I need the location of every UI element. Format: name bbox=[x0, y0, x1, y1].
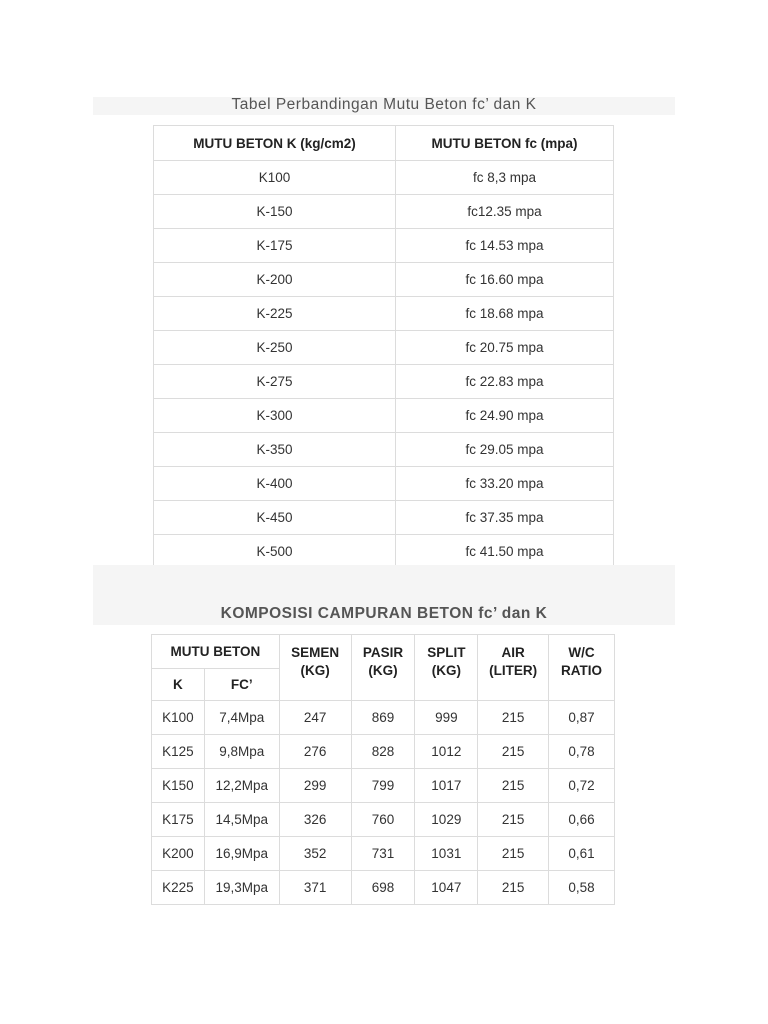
table-cell: K225 bbox=[152, 871, 205, 905]
table-cell: K-500 bbox=[154, 535, 396, 569]
table-cell: fc 18.68 mpa bbox=[396, 297, 614, 331]
table-cell: 1012 bbox=[415, 735, 478, 769]
table-cell: 0,72 bbox=[549, 769, 615, 803]
table-cell: 799 bbox=[351, 769, 415, 803]
table-cell: fc 16.60 mpa bbox=[396, 263, 614, 297]
table-cell: 215 bbox=[478, 871, 549, 905]
table-cell: fc 41.50 mpa bbox=[396, 535, 614, 569]
table-cell: 1029 bbox=[415, 803, 478, 837]
header-air: AIR (LITER) bbox=[478, 635, 549, 701]
table-cell: K100 bbox=[152, 701, 205, 735]
table-cell: K175 bbox=[152, 803, 205, 837]
table-cell: 215 bbox=[478, 803, 549, 837]
table-cell: 215 bbox=[478, 735, 549, 769]
table-cell: K-400 bbox=[154, 467, 396, 501]
table-cell: 760 bbox=[351, 803, 415, 837]
header-pasir: PASIR (KG) bbox=[351, 635, 415, 701]
header-k: K bbox=[152, 669, 205, 701]
table-cell: fc 8,3 mpa bbox=[396, 161, 614, 195]
table-cell: 14,5Mpa bbox=[204, 803, 279, 837]
table-cell: 215 bbox=[478, 701, 549, 735]
table-cell: K100 bbox=[154, 161, 396, 195]
table-cell: 0,78 bbox=[549, 735, 615, 769]
table-cell: 299 bbox=[279, 769, 351, 803]
header-mutu-k: MUTU BETON K (kg/cm2) bbox=[154, 126, 396, 161]
table2-title: KOMPOSISI CAMPURAN BETON fc’ dan K bbox=[220, 605, 548, 622]
table-row bbox=[154, 263, 614, 297]
table-cell: 0,61 bbox=[549, 837, 615, 871]
table-cell: 371 bbox=[279, 871, 351, 905]
table-cell: 352 bbox=[279, 837, 351, 871]
comparison-table bbox=[153, 125, 614, 569]
table-cell: fc 24.90 mpa bbox=[396, 399, 614, 433]
composition-table bbox=[151, 634, 615, 905]
table-row bbox=[154, 195, 614, 229]
table-cell: K125 bbox=[152, 735, 205, 769]
table-cell: K-275 bbox=[154, 365, 396, 399]
table-cell: K150 bbox=[152, 769, 205, 803]
table-row bbox=[152, 701, 615, 735]
table-cell: K-200 bbox=[154, 263, 396, 297]
header-split: SPLIT (KG) bbox=[415, 635, 478, 701]
table-cell: K-150 bbox=[154, 195, 396, 229]
header-mutu-fc: MUTU BETON fc (mpa) bbox=[396, 126, 614, 161]
table-cell: 215 bbox=[478, 837, 549, 871]
header-wc-ratio: W/C RATIO bbox=[549, 635, 615, 701]
table-cell: K-300 bbox=[154, 399, 396, 433]
table-row bbox=[152, 735, 615, 769]
table-cell: 1017 bbox=[415, 769, 478, 803]
table-cell: 828 bbox=[351, 735, 415, 769]
table-row bbox=[154, 535, 614, 569]
table-cell: K200 bbox=[152, 837, 205, 871]
table-cell: 247 bbox=[279, 701, 351, 735]
table-header-row bbox=[154, 126, 614, 161]
table-row bbox=[152, 769, 615, 803]
table1-title: Tabel Perbandingan Mutu Beton fc’ dan K bbox=[231, 96, 537, 113]
table-row bbox=[152, 837, 615, 871]
table-cell: K-250 bbox=[154, 331, 396, 365]
table-header-row bbox=[152, 635, 615, 669]
table-cell: fc 22.83 mpa bbox=[396, 365, 614, 399]
table-cell: fc 14.53 mpa bbox=[396, 229, 614, 263]
table-row bbox=[154, 229, 614, 263]
table-cell: fc12.35 mpa bbox=[396, 195, 614, 229]
table-cell: 326 bbox=[279, 803, 351, 837]
table-row bbox=[154, 501, 614, 535]
table-cell: 698 bbox=[351, 871, 415, 905]
table-cell: 276 bbox=[279, 735, 351, 769]
table-cell: K-225 bbox=[154, 297, 396, 331]
table-row bbox=[152, 871, 615, 905]
table-cell: fc 20.75 mpa bbox=[396, 331, 614, 365]
table-cell: 12,2Mpa bbox=[204, 769, 279, 803]
table-row bbox=[154, 297, 614, 331]
table-cell: K-175 bbox=[154, 229, 396, 263]
table-row bbox=[152, 803, 615, 837]
table-row bbox=[154, 433, 614, 467]
table-row bbox=[154, 467, 614, 501]
table-cell: 731 bbox=[351, 837, 415, 871]
table-cell: 16,9Mpa bbox=[204, 837, 279, 871]
table-cell: K-350 bbox=[154, 433, 396, 467]
table-cell: 215 bbox=[478, 769, 549, 803]
table-cell: fc 33.20 mpa bbox=[396, 467, 614, 501]
table-cell: 0,58 bbox=[549, 871, 615, 905]
header-mutu-beton: MUTU BETON bbox=[152, 635, 280, 669]
table-cell: 0,87 bbox=[549, 701, 615, 735]
table-row bbox=[154, 399, 614, 433]
header-fc: FC’ bbox=[204, 669, 279, 701]
table-cell: 1047 bbox=[415, 871, 478, 905]
table-cell: fc 29.05 mpa bbox=[396, 433, 614, 467]
table-cell: 999 bbox=[415, 701, 478, 735]
table-cell: 9,8Mpa bbox=[204, 735, 279, 769]
table-cell: 0,66 bbox=[549, 803, 615, 837]
table-cell: 869 bbox=[351, 701, 415, 735]
table-cell: K-450 bbox=[154, 501, 396, 535]
header-semen: SEMEN (KG) bbox=[279, 635, 351, 701]
table-row bbox=[154, 331, 614, 365]
table-cell: 19,3Mpa bbox=[204, 871, 279, 905]
table-cell: 7,4Mpa bbox=[204, 701, 279, 735]
table-row bbox=[154, 161, 614, 195]
table-cell: 1031 bbox=[415, 837, 478, 871]
table-cell: fc 37.35 mpa bbox=[396, 501, 614, 535]
table-row bbox=[154, 365, 614, 399]
